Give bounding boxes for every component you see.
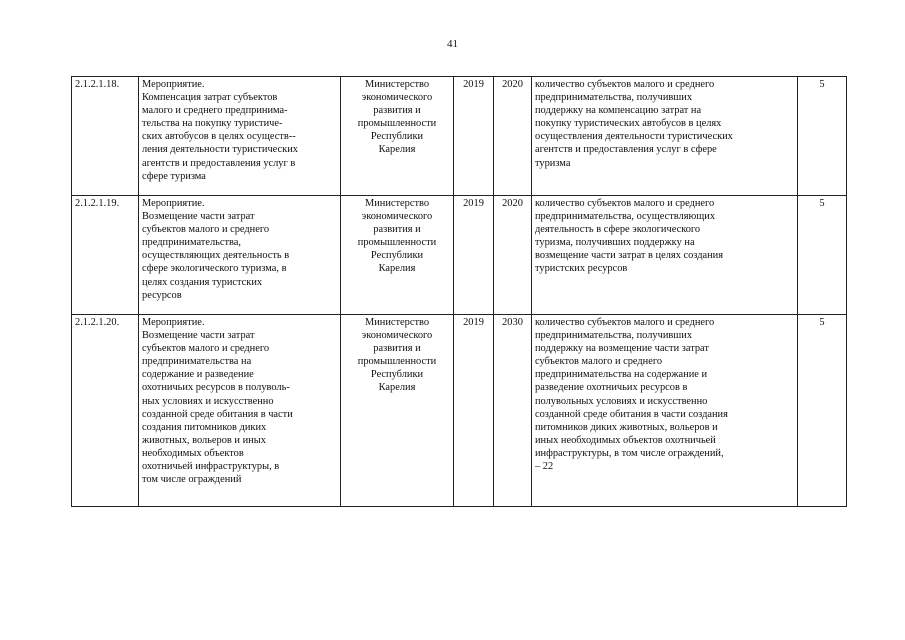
page-number: 41: [447, 38, 458, 50]
indicator-value: 5: [798, 196, 847, 315]
table-row: [72, 315, 847, 507]
measures-table: [71, 76, 847, 507]
year-start: 2019: [454, 196, 494, 315]
year-end: 2020: [494, 196, 532, 315]
executor: Министерство экономического развития и промышленности Республики Карелия: [341, 77, 454, 196]
event-description: Мероприятие. Возмещение части затрат субъектов малого и среднего предпринимательства, осуществляющих деятельность в сфере экологического туризма, в целях создания туристских ресурсов: [139, 196, 341, 315]
row-number: 2.1.2.1.19.: [72, 196, 139, 315]
indicator-description: количество субъектов малого и среднего предпринимательства, получивших поддержку на компенсацию затрат на покупку туристических автобусов в целях осуществления деятельности туристических агентств и предоставления услуг в сфере туризма: [532, 77, 798, 196]
row-number: 2.1.2.1.18.: [72, 77, 139, 196]
table-row: [72, 77, 847, 196]
event-description: Мероприятие. Возмещение части затрат субъектов малого и среднего предпринимательства на содержание и разведение охотничьих ресурсов в полуволь- ных условиях и искусственно созданной среде обитания в части создания питомников диких животных, вольеров и иных необходимых объектов охотничьей инфраструктуры, в том числе ограждений: [139, 315, 341, 507]
table-row: [72, 196, 847, 315]
year-start: 2019: [454, 77, 494, 196]
indicator-value: 5: [798, 77, 847, 196]
year-end: 2020: [494, 77, 532, 196]
event-description: Мероприятие. Компенсация затрат субъектов малого и среднего предпринима- тельства на покупку туристиче- ских автобусов в целях осуществ-- ления деятельности туристических агентств и предоставления услуг в сфере туризма: [139, 77, 341, 196]
indicator-description: количество субъектов малого и среднего предпринимательства, осуществляющих деятельность в сфере экологического туризма, получивших поддержку на возмещение части затрат в целях создания туристских ресурсов: [532, 196, 798, 315]
executor: Министерство экономического развития и промышленности Республики Карелия: [341, 315, 454, 507]
indicator-description: количество субъектов малого и среднего предпринимательства, получивших поддержку на возмещение части затрат субъектов малого и среднего предпринимательства на содержание и разведение охотничьих ресурсов в полувольных условиях и искусственно созданной среде обитания в части создания питомников диких животных, вольеров и иных необходимых объектов охотничьей инфраструктуры, в том числе ограждений, – 22: [532, 315, 798, 507]
row-number: 2.1.2.1.20.: [72, 315, 139, 507]
year-start: 2019: [454, 315, 494, 507]
executor: Министерство экономического развития и промышленности Республики Карелия: [341, 196, 454, 315]
year-end: 2030: [494, 315, 532, 507]
indicator-value: 5: [798, 315, 847, 507]
